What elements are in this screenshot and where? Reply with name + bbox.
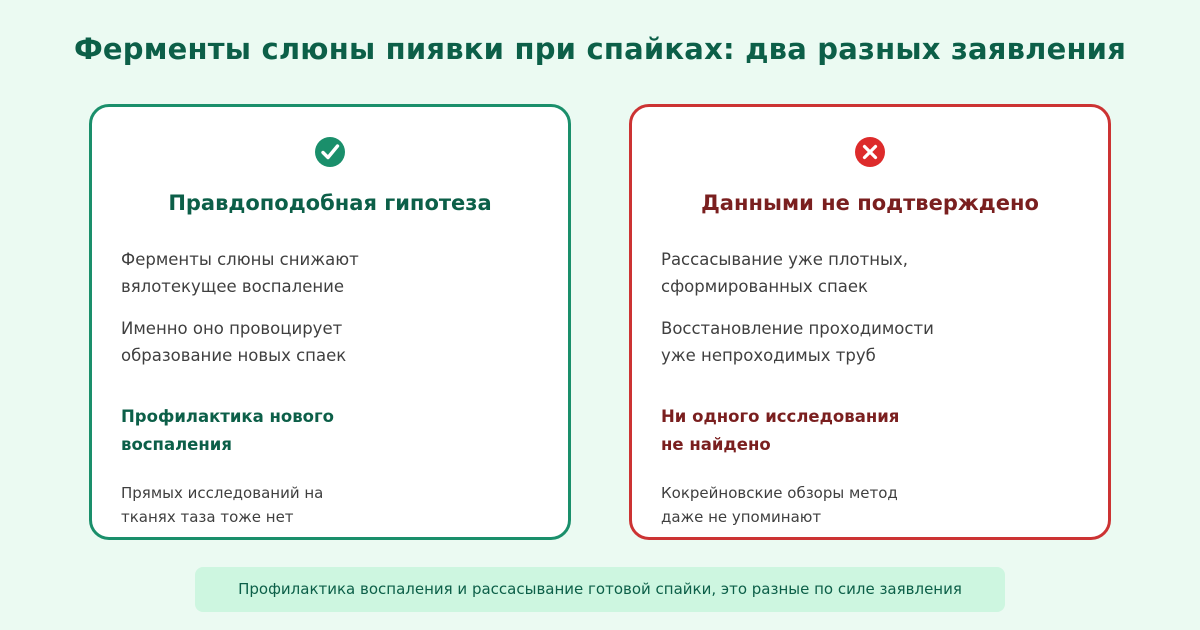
footer-note: Профилактика воспаления и рассасывание готовой спайки, это разные по силе заявления xyxy=(195,567,1005,612)
x-circle-icon xyxy=(854,136,886,168)
card-paragraph: Именно оно провоцирует образование новых спаек xyxy=(121,319,347,365)
plausible-hypothesis-card xyxy=(89,104,571,540)
card-paragraph: Ферменты слюны снижают вялотекущее воспаление xyxy=(121,250,359,296)
card-note: Прямых исследований на тканях таза тоже нет xyxy=(121,484,324,526)
card-paragraph: Восстановление проходимости уже непроходимых труб xyxy=(661,319,934,365)
not-confirmed-card xyxy=(629,104,1111,540)
card-paragraph: Рассасывание уже плотных, сформированных спаек xyxy=(661,250,909,296)
card-emphasis: Ни одного исследования не найдено xyxy=(661,407,900,454)
card-note: Кокрейновские обзоры метод даже не упоминают xyxy=(661,484,898,526)
card-emphasis: Профилактика нового воспаления xyxy=(121,407,334,454)
page-title: Ферменты слюны пиявки при спайках: два разных заявления xyxy=(73,32,1127,66)
card-heading: Данными не подтверждено xyxy=(701,191,1039,215)
card-heading: Правдоподобная гипотеза xyxy=(168,191,492,215)
check-circle-icon xyxy=(314,136,346,168)
